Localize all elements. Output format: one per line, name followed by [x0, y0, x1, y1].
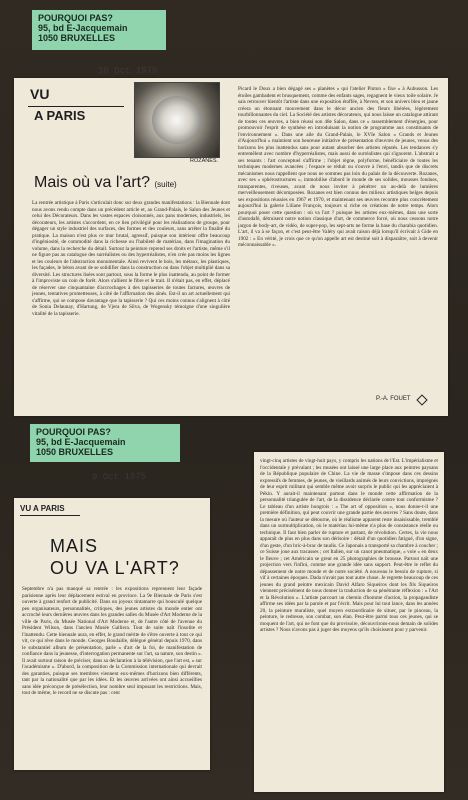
label-line3: 1050 BRUXELLES: [36, 447, 114, 457]
photo-caption: ROZANES.: [190, 158, 219, 164]
author-signature: P.-A. FOUET: [376, 396, 411, 402]
label-line2: 95, bd E-Jacquemain: [38, 23, 128, 33]
date-stamp-bottom: 9 Oct 1975: [91, 471, 147, 483]
article-title-line2: OU VA L'ART?: [50, 558, 180, 578]
rubric-a-paris: A PARIS: [34, 108, 86, 123]
end-mark-icon: [416, 394, 427, 405]
title-text: Mais où va l'art?: [34, 174, 150, 191]
title-suffix: (suite): [154, 180, 177, 189]
date-stamp-top: 30 Oct 1975: [97, 65, 158, 77]
article-column-1: Septembre n'a pas manqué sa rentrée : les expositions reprennent leur façade parisienne après leur déplacement estival en province. La 9e Biennale de Paris s'est ouverte à grand renfort de publicité. Dans un joyeux tintamarre qui bousculé quelque peu organisateurs, personnalités, critiques, des jeunes artistes du monde entier ont accroché leurs dernières œuvres dans les grandes salles du Musée d'Art Moderne de la ville de Paris, du Musée National d'Art Moderne et, de l'autre côté de l'avenue du Président Wilson, dans l'ancien Musée Galliera. Tout de suite naît l'insolite et l'inattendu. Cette biennale aura, en effet, le grand mérite de s'être ouverte à tout ce qui vit, ce qui rêve dans le monde. Georges Boudaille, délégué général depuis 1970, dans le substantiel album de présentation, parle « d'art de la foi, de manifestation de confiance dans la jeunesse, d'interrogation permanente sur l'art, sa nature, son destin ». Il avait surtout raison de préciser, dans sa déclaration à la télévision, que l'art est, « sur l'académisme ». D'abord, la composition de la Commission internationale qui devrait des garanties, puisque ses membres viennent eux-mêmes d'horizons bien différents, tant par la nationalité que par les idées. Et les œuvres arrivées ont ainsi accueillies sans idée préconçue de présélection, leur nombre seul imposant les restrictions. Mais, tout de même, le record ne se discute pas : cent: [22, 586, 202, 696]
clipping-article-2-left: [14, 498, 210, 770]
label-line3: 1050 BRUXELLES: [38, 33, 116, 43]
clipping-article-1: [14, 78, 448, 416]
label-line2: 95, bd E-Jacquemain: [36, 437, 126, 447]
artwork-photo: [134, 82, 220, 158]
source-label-bottom: [30, 424, 180, 462]
clipping-article-2-right: [254, 452, 444, 792]
label-line1: POURQUOI PAS?: [36, 427, 111, 437]
rubric-vu-a-paris: VU A PARIS: [20, 504, 65, 513]
label-line1: POURQUOI PAS?: [38, 13, 113, 23]
rubric-vu: VU: [30, 86, 50, 102]
article-title: [34, 174, 177, 192]
article-column-2: vingt-cinq artistes de vingt-huit pays, y compris les nations de l'Est. L'impérialisme et l'occidentale y prévalant ; les musées ont laissé une large place aux peintres paysans de la République populaire de Chine. La vie de masse s'impose dans ces dessins expressifs de femmes, de jeunes, de vieillards animés de leurs convictions, imprégnés de leur esprit militant qui semble même avoir surpris le public qui les appréciaient à Pékin. Y aurait-il maintenant partout dans le monde cette affirmation de la personnalité triangulée de l'art, de la dissidence déclarée contre tout conformisme ? Le tableau d'un artiste hongrois : « The art of opposition », nous donne-t-il une première définition, qui peut couvrir une grande partie des œuvres ? Sans doute, dans la mesure où l'auteur se détourne, où le réalisme apparent reste insaisissable, tremblé dans un surmultiplication, où le matériau lui-même n'a plus de consistance réelle ou technique. Il faut bien parler de rupture et partant, de révolution. Certes, la vie nous apparaît de plus en plus dans son dérisoire : détail d'un quotidien fatigué, d'un signe, d'un geste, d'un bric-à-brac de taudis. Ce Japonais a transporté sa chambre à coucher ; ce Suisse joue aux tracasses ; cet Italien, sur un canot pneumatique, « voie » en deux le fleuve ; cet Américain se greut en 25 photographies de brousse. Partout naît une projection vers l'infini, comme une grande idée sans support. Peut-être le reflet du dépassement de notre monde et de notre société. A nouveau le besoin de rupture, si vif à certaines époques. Dada n'avait pas tout autre chose. Je regrette beaucoup de ces jeunes du grand peintre mexicain David Alfaro Siqueiros dont les fils Siqueiros viennent précisément de nous donner la traduction de sa pénétrante réflexion : « l'Art et la Révolution ». L'artiste parcourt un chemin d'homme d'action, la propagandiste affirme ses idées par la parole et par l'écrit. Mais pour lui tout lance, dans les années 20, la peinture muraliste, quel moyen extraordinaire de situer, par le pinceau, la peinture, le redresse, son combat, son élan. Peut-être parmi tous ces jeunes, qui se moquent de l'art, qui ne font que du provisoire, découvrirons-nous demain de solides artistes ? Nous n'avons pas à juger des moyens qu'ils choisissent pour y parvenir.: [260, 458, 438, 633]
source-label-top: [32, 10, 166, 50]
article-title-line1: MAIS: [50, 536, 99, 556]
rubric-rule: [20, 515, 80, 516]
article-column-1: La rentrée artistique à Paris s'articulait donc sur deux grandes manifestations : la Biennale dont nous avons rendu compte dans un précédent article et, au Grand-Palais, le Salon des Jeunes et celui des Décorateurs. Dans les vastes espaces cloisonnés, aux pans modernes, industriels, les décorateurs, les artistes s'accordent, en ce lieu privilégié pour les réalisations de groupe, pour dégager un style industriel des surfaces, des formes et des couleurs, sans arrêter la finalité du pratique. La maison n'est plus ce mur brutal, agressif, puisque son intérieur offre beaucoup d'ingéniosité, de commodité dans la richesse ou l'habileté de matériau, dans l'imagination du volume, dans la recherche du détail. Surtout la peinture reprend ses droits et l'artiste, même s'il ne figure pas au catalogue des surréalistes ou des hyperréalistes, n'en crée pas moins les lignes et les couleurs de l'abstraction monumentale. Ainsi revivent le bois, les métaux, les plastiques, les façades, le béton avant de se solidifier dans la construction ou dans l'objet multiplié dans sa diversité. Les structures lisées sont partout, sous la forme le plus inattendu, au point de former à l'improviste un coin de forêt. Alors s'allient le fibre et le trait. Il n'était pas, en effet, déplacé de réserver une cinquantaine d'accrochages à des tapisseries de toutes factures, œuvres de jeunes, tentatives prometteuses, à côté de l'affirmation des aînés. Est-il un art actuellement qui s'affirme, qui se compose davantage que la tapisserie ? Qui ces moins connus s'alignent à côté de Sonia Delaunay, d'Hartung, de Vjera de Silva, de Wogensky témoigne d'une singulière vitalité de la tapisserie.: [32, 200, 230, 317]
article-column-2: Picard le Doux a bien dégagé ses « planètes » qui l'atelier Pinton « fixe » à Aubusson. Les étoiles gambadent et brusquement, comme des enfants sages, regagnent le vieux toile solaire. Je sais retrouver bientôt l'artiste dans une exposition étoffée, à Nevers, et son univers bleu et jaune créera un étonnant mouvement dans le décor ancien des fleurs libérées, légèrement tourbillonnantes du ciel. La Société des artistes décorateurs, qui nous laisse un catalogue attirant de toutes ces œuvres, a bien réussi son 48e Salon, dans ce « rassemblement d'énergies, pour promouvoir l'esprit de synthèse en introduisant la notion de programme aux constituants de l'environnement ». Dans une aile du Grand-Palais, le XVIe Salon « Grands et Jeunes d'Aujourd'hui » maintient son heureuse initiative de présentation d'œuvres de jeunes, venus des horizons les plus inattendus sans pour autant absorber des artistes réputés. Les tendances s'y entremêlent avec nombre d'hyperréalistes, mais aussi de surréalistes qui s'ignorent. L'abstrait a ses tenants : l'art conceptuel s'affirme ; l'objet règne, polyforme, bénéficiaire de toutes les techniques modernes avancées ; l'espace se réduit ou s'ouvre à l'envi, tandis que de discrets mécanismes nous rappellent que nous ne sommes pas loin du palais de la découverte. Rozanes, avec ses « sphérostructures », immobilise d'abord le monde de ses solides, mousses fondues, transparentes, riveuses, avant de nous inviter à pénétrer un au-delà de lumières merveilleusement décomposées. Rozanes est bien connus des milieux artistiques belges depuis ses expositions réussies en 1967 et 1970, et maintenant ses œuvres recontre plus concrètement aujourd'hui la galerie Liliane François, toujours si riche en créations de notre temps. Alors pourquoi poser cette question : où va l'art ? puisque les artistes eux-mêmes, dans une sorte d'autodafé, détruisent notre notion classique d'art, de commerce forcé, où nous cessons notre jargon de body-art, de vidéo, de super-pop, les sept-arts ne forme la base du charabia quotidien. L'art, il va à se façon, et c'est peut-être Valéry qui avait raison déjà lorsqu'il écrivait à Gide en 1902 : « En vérité, je crois que ce qu'on appelle art est destiné soit à disparaître, soit à devenir méconnaissable ».: [238, 86, 438, 248]
rubric-rule: [28, 106, 124, 107]
